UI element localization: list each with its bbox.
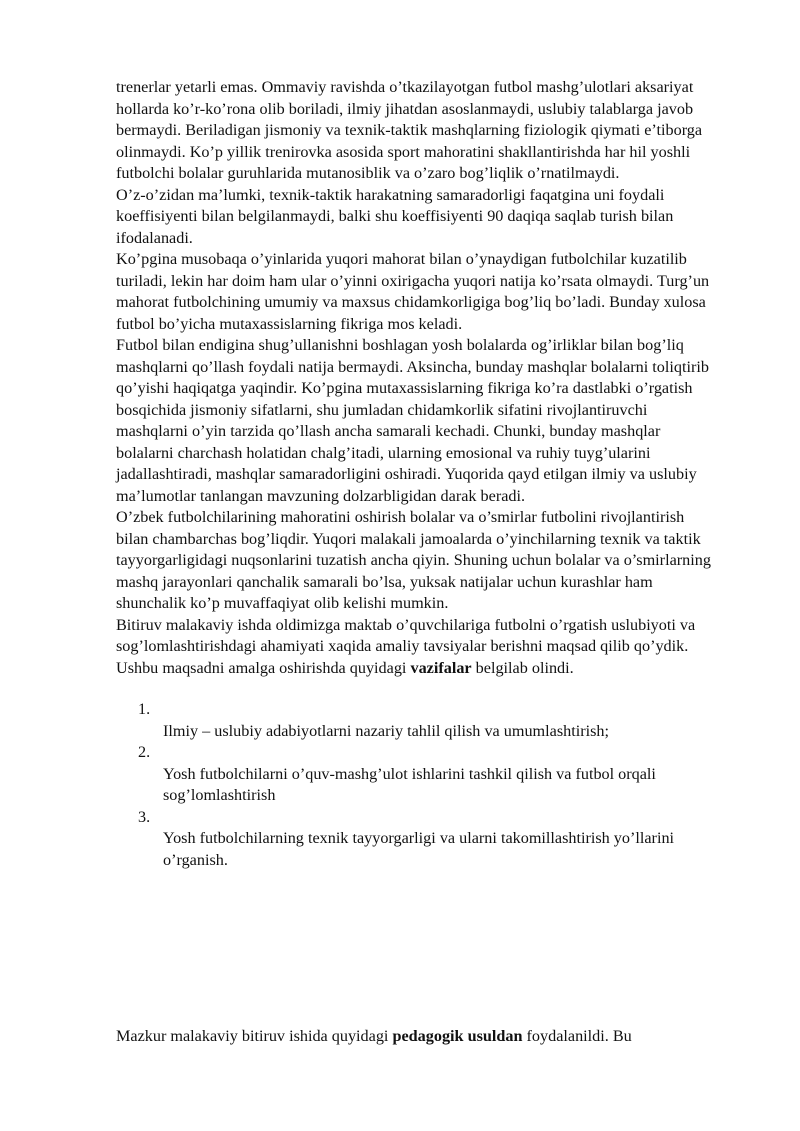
closing-tail: foydalanildi. Bu: [522, 1027, 632, 1045]
tasks-intro-bold: vazifalar: [410, 658, 472, 677]
task-text: Yosh futbolchilarning texnik tayyorgarligi va ularni takomillashtirish yo’llarini o’rganish.: [163, 829, 675, 869]
task-number: 2.: [138, 743, 151, 761]
list-item: [116, 807, 716, 872]
task-number: 1.: [138, 700, 151, 718]
closing-text: Mazkur malakaviy bitiruv ishida quyidagi: [116, 1027, 393, 1045]
tasks-intro-tail: belgilab olindi.: [471, 658, 574, 677]
paragraph: Bitiruv malakaviy ishda oldimizga maktab o’quvchilariga futbolni o’rgatish uslubiyoti va sog’lomlashtirishdagi ahamiyati xaqida amaliy tavsiyalar berishni maqsad qilib qo’ydik.: [116, 615, 696, 655]
task-text: Yosh futbolchilarni o’quv-mashg’ulot ishlarini tashkil qilish va futbol orqali sog’lomlashtirish: [163, 764, 656, 804]
paragraph: O’z-o’zidan ma’lumki, texnik-taktik harakatning samaradorligi faqatgina uni foydali koeffisiyenti bilan belgilanmaydi, balki shu koeffisiyenti 90 daqiqa saqlab turish bilan ifodalanadi.: [116, 185, 674, 247]
paragraph: Ko’pgina musobaqa o’yinlarida yuqori mahorat bilan o’ynaydigan futbolchilar kuzatilib turiladi, lekin har doim ham ular o’yinni oxirigacha yuqori natija ko’rsata olmaydi. Turg’un mahorat futbolchining umumiy va maxsus chidamkorligiga bog’liq bo’ladi. Bunday xulosa futbol bo’yicha mutaxassislarning fikriga mos keladi.: [116, 250, 710, 333]
list-item: [116, 699, 716, 742]
tasks-intro-text: Ushbu maqsadni amalga oshirishda quyidagi: [116, 658, 411, 677]
body-text: [116, 77, 716, 871]
tasks-intro: [116, 658, 716, 680]
paragraph: trenerlar yetarli emas. Ommaviy ravishda o’tkazilayotgan futbol mashg’ulotlari aksariyat hollarda ko’r-ko’rona olib boriladi, ilmiy jihatdan asoslanmaydi, uslubiy talablarga javob bermaydi. Beriladigan jismoniy va texnik-taktik mashqlarning fiziologik qiymati e’tiborga olinmaydi. Ko’p yillik trenirovka asosida sport mahoratini shakllantirishda har hil yoshli futbolchi bolalar guruhlarida mutanosiblik va o’zaro bog’liqlik o’rnatilmaydi.: [116, 78, 703, 182]
task-list: [116, 699, 716, 871]
paragraph: O’zbek futbolchilarining mahoratini oshirish bolalar va o’smirlar futbolini rivojlantirish bilan chambarchas bog’liqdir. Yuqori malakali jamoalarda o’yinchilarning texnik va taktik tayyorgarligidagi nuqsonlarini tuzatish ancha qiyin. Shuning uchun bolalar va o’smirlarning mashq jarayonlari qanchalik samarali bo’lsa, yuksak natijalar uchun kurashlar ham shunchalik ko’p muvaffaqiyat olib kelishi mumkin.: [116, 508, 711, 612]
task-number: 3.: [138, 807, 151, 826]
paragraph: Futbol bilan endigina shug’ullanishni boshlagan yosh bolalarda og’irliklar bilan bog’liq mashqlarni qo’llash foydali natija bermaydi. Aksincha, bunday mashqlar bolalarni toliqtirib qo’yishi haqiqatga yaqindir. Ko’pgina mutaxassislarning fikriga ko’ra dastlabki o’rgatish bosqichida jismoniy sifatlarni, shu jumladan chidamkorlik sifatini rivojlantiruvchi mashqlarni o’yin tarzida qo’llash ancha samarali kechadi. Chunki, bunday mashqlar bolalarni charchash holatidan chalg’itadi, ularning emosional va ruhiy tuyg’ularini jadallashtiradi, mashqlar samaradorligini oshiradi. Yuqorida qayd etilgan ilmiy va uslubiy ma’lumotlar tanlangan mavzuning dolzarbligidan darak beradi.: [116, 336, 709, 505]
list-item: [116, 742, 716, 807]
task-text: Ilmiy – uslubiy adabiyotlarni nazariy tahlil qilish va umumlashtirish;: [163, 721, 609, 740]
closing-bold: pedagogik usuldan: [392, 1027, 523, 1045]
closing-line: [116, 1026, 726, 1048]
